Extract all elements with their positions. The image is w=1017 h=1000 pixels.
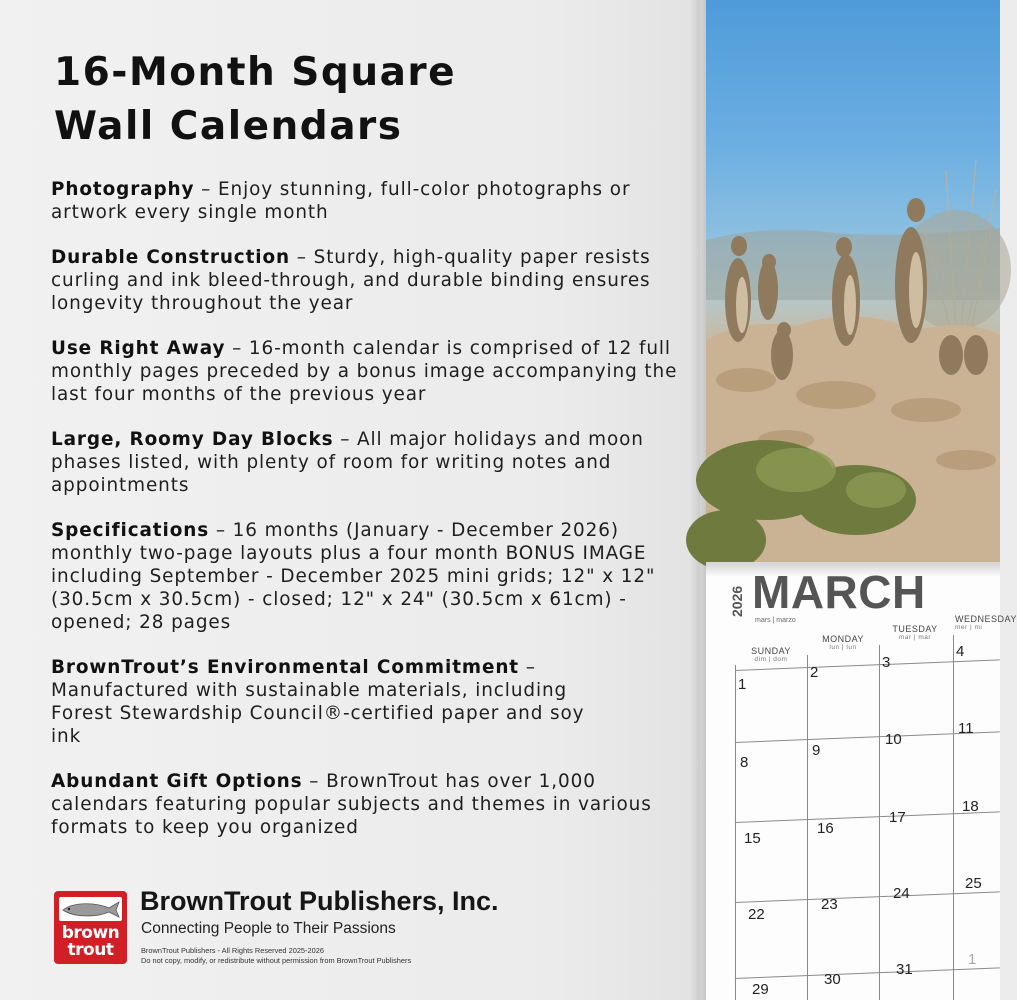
feature-use-right-away: [51, 337, 691, 406]
day-translation: lun | lun: [829, 644, 857, 651]
date-cell: 22: [748, 906, 765, 923]
calendar-year: 2026: [729, 585, 745, 617]
date-cell: 9: [812, 742, 821, 759]
headline-line-1: 16-Month Square: [54, 50, 457, 95]
publisher-rights: [141, 946, 411, 965]
date-cell: 1: [738, 676, 747, 693]
publisher-tagline: Connecting People to Their Passions: [141, 920, 396, 937]
headline-line-2: Wall Calendars: [54, 104, 403, 149]
feature-text: – 16-month calendar is comprised of 12 full monthly pages preceded by a bonus image accompanying the last four months of the previous year: [51, 338, 678, 405]
date-cell: 25: [965, 875, 982, 892]
feature-specifications: [51, 519, 691, 634]
feature-title: Photography: [51, 179, 195, 200]
feature-text: – Manufactured with sustainable materials, including Forest Stewardship Council®-certified paper and soy ink: [51, 657, 585, 747]
meerkat-photo: [706, 0, 1000, 562]
day-translation: mar | mar: [898, 634, 932, 641]
feature-text: – Enjoy stunning, full-color photographs or artwork every single month: [51, 179, 631, 223]
date-cell: 30: [824, 971, 841, 988]
feature-title: Abundant Gift Options: [51, 771, 303, 792]
day-header-monday: [807, 634, 879, 651]
date-cell: 2: [810, 664, 819, 681]
trout-fish-icon: [59, 897, 122, 921]
grid-line: [879, 645, 880, 1000]
date-cell: 8: [740, 754, 749, 771]
feature-gift-options: [51, 770, 691, 839]
calendar-month-translations: mars | marzo: [755, 617, 796, 624]
day-name: SUNDAY: [751, 646, 791, 656]
date-cell: 4: [956, 643, 965, 660]
publisher-name: BrownTrout Publishers, Inc.: [140, 886, 499, 916]
rights-line-2: Do not copy, modify, or redistribute without permission from BrownTrout Publishers: [141, 955, 412, 965]
date-cell: 15: [744, 830, 761, 847]
feature-durable-construction: [51, 246, 691, 315]
feature-environmental: [51, 656, 591, 748]
date-cell: 16: [817, 820, 834, 837]
calendar-month: MARCH: [752, 566, 926, 618]
day-translation: dim | dom: [754, 656, 788, 663]
browntrout-logo: [54, 891, 127, 964]
feature-text: – 16 months (January - December 2026) monthly two-page layouts plus a four month BONUS IMAGE including September - December 2025 mini grids; 12" x 12" (30.5cm x 30.5cm) - closed; 12" x 24" (30.5cm x 61cm) - opened; 28 pages: [51, 520, 656, 633]
grid-line: [953, 635, 954, 1000]
feature-title: BrownTrout’s Environmental Commitment: [51, 657, 520, 678]
rights-line-1: BrownTrout Publishers - All Rights Reserved 2025-2026: [141, 946, 324, 955]
date-cell: 17: [889, 809, 906, 826]
day-name: MONDAY: [822, 634, 864, 644]
day-header-wednesday: [955, 614, 1015, 631]
date-cell: 23: [821, 896, 838, 913]
grid-line: [807, 655, 808, 1000]
feature-title: Large, Roomy Day Blocks: [51, 429, 334, 450]
date-cell: 1: [968, 951, 977, 968]
day-header-sunday: [735, 646, 807, 663]
grid-line: [735, 665, 736, 1000]
date-cell: 31: [896, 961, 913, 978]
feature-photography: [51, 178, 691, 224]
date-cell: 11: [958, 720, 974, 737]
date-cell: 29: [752, 981, 769, 998]
feature-list: [51, 178, 691, 861]
feature-title: Durable Construction: [51, 247, 291, 268]
date-cell: 18: [962, 798, 979, 815]
date-cell: 3: [882, 654, 891, 671]
feature-title: Specifications: [51, 520, 210, 541]
feature-text: – Sturdy, high-quality paper resists curling and ink bleed-through, and durable binding ensures longevity throughout the year: [51, 247, 651, 314]
feature-text: – All major holidays and moon phases listed, with plenty of room for writing notes and appointments: [51, 429, 644, 496]
date-cell: 24: [893, 885, 910, 902]
logo-word-trout: trout: [67, 940, 114, 960]
feature-day-blocks: [51, 428, 691, 497]
logo-word-brown: brown: [61, 923, 120, 943]
day-translation: mer | mi: [955, 624, 983, 631]
headline: [54, 46, 614, 154]
day-name: TUESDAY: [892, 624, 938, 634]
date-cell: 10: [885, 731, 902, 748]
feature-title: Use Right Away: [51, 338, 226, 359]
day-header-tuesday: [879, 624, 951, 641]
day-name: WEDNESDAY: [955, 614, 1017, 624]
feature-text: – BrownTrout has over 1,000 calendars featuring popular subjects and themes in various formats to keep you organized: [51, 771, 652, 838]
meerkat-illustration: [706, 0, 1000, 562]
